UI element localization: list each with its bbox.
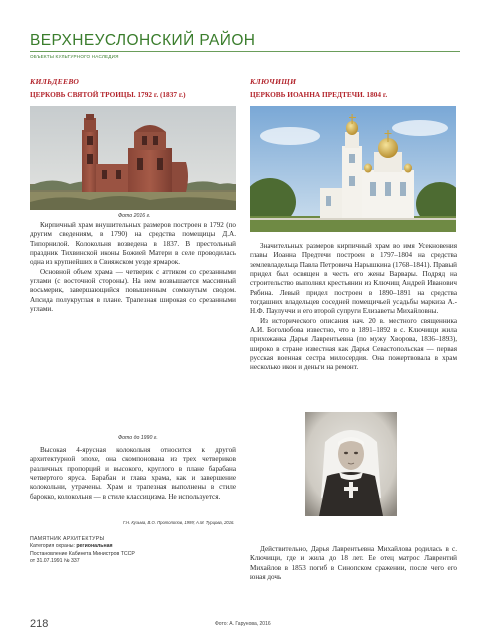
district-title: ВЕРХНЕУСЛОНСКИЙ РАЙОН <box>30 32 256 49</box>
resolution-date: от 31.07.1991 № 337 <box>30 558 80 565</box>
john-church-photo-image <box>250 106 456 232</box>
bell-tower-description <box>30 446 236 502</box>
monument-status-block <box>30 536 135 566</box>
trinity-church-photo-2016 <box>30 106 236 210</box>
church-title-john: ЦЕРКОВЬ ИОАННА ПРЕДТЕЧИ. 1804 г. <box>250 90 388 99</box>
paragraph: Значительных размеров кирпичный храм во имя Усекновения главы Иоанна Предтечи построен в 1797–1804 на средства землевладельца Павла Петровича Нарышкина (1768–1841). Правый придел был освящен в честь его жены Варвары. Подряд на строительство выполнял крестьянин из Ключищ Андрей Иванович Рябина. Левый придел построен в 1890–1891 на средства тогдашних владельцев соседней помещичьей усадьбы маркиза А.-Н.Ф. Паулуччи и его второй супруги Елизаветы Михайловны. <box>250 242 457 316</box>
village-name-klyuchishchi: КЛЮЧИЩИ <box>250 77 297 86</box>
trinity-church-photo-image <box>30 106 236 210</box>
paragraph: Из исторического описания нач. 20 в. местного священника А.И. Боголюбова известно, что в 1891–1892 в с. Ключищи жила прихожанка Дарья Лаврентьевна (по мужу Хворова, 1836–1893), широко в стране известная как Дарья Севастопольская — первая русская военная сестра милосердия. Она пожертвовала в храм несколько икон и деньги на ремонт. <box>250 316 457 372</box>
nurse-portrait-image <box>305 412 397 516</box>
trinity-church-old-photo-image <box>30 352 236 432</box>
village-name-kildeevo: КИЛЬДЕЕВО <box>30 77 80 86</box>
photo-caption-2016: Фото 2016 г. <box>118 213 151 219</box>
trinity-church-photo-pre1990 <box>30 352 236 432</box>
john-church-photo <box>250 106 456 232</box>
paragraph: Основной объем храма — четверик с аттиком со срезанными углами (с восточной стороны). На нем возвышается массивный восьмерик, завершающийся повышенным сомкнутым сводом. Апсида полукруглая в плане. Трапезная широкая со срезанными углами. <box>30 267 236 314</box>
protection-category-label: Категория охраны: <box>30 543 75 550</box>
paragraph: Высокая 4-ярусная колокольня относится к другой архитектурной эпохе, она скомпонована из трех четвериков различных пропорций и высокого, круглого в плане барабана четвертого яруса. Барабан и глава храма, как и завершение колокольни, утрачены. Храм и трапезная выполнены в стиле барокко, колокольня — в стиле классицизма. Не используется. <box>30 446 236 501</box>
trinity-church-description <box>30 221 236 314</box>
district-subtitle: ОБЪЕКТЫ КУЛЬТУРНОГО НАСЛЕДИЯ <box>30 54 119 59</box>
paragraph: Действительно, Дарья Лаврентьевна Михайлова родилась в с. Ключищи, где и жила до 18 лет. Ее отец матрос Лаврентий Михайлов в 1853 погиб в Синопском сражении, после чего его юная дочь <box>250 545 457 582</box>
source-attribution: Г.Н. Кузьма, В.О. Протопопов, 1999; А.М. Турцова, 2016. <box>123 520 235 525</box>
paragraph: Кирпичный храм внушительных размеров построен в 1792 (по другим сведениям, в 1790) на средства помещицы Д.А. Типорнилой. Колокольня возведена в 1837. В престольный праздник Тихвинской иконы Божией Матери в селе проводилась одна из крупнейших в Свияжском уезде ярмарок. <box>30 221 236 267</box>
photo-caption-pre1990: Фото до 1990 г. <box>118 435 158 441</box>
page-header <box>30 32 460 59</box>
page-number: 218 <box>30 618 49 630</box>
resolution-line: Постановление Кабинета Министров ТССР <box>30 550 135 557</box>
photo-credit: Фото: А. Гарунова, 2016 <box>215 621 271 627</box>
protection-category-value: региональная <box>76 543 113 550</box>
monument-heading: ПАМЯТНИК АРХИТЕКТУРЫ <box>30 536 105 542</box>
protection-category <box>30 543 135 550</box>
john-church-description <box>250 242 457 373</box>
church-title-trinity: ЦЕРКОВЬ СВЯТОЙ ТРОИЦЫ. 1792 г. (1837 г.) <box>30 90 186 99</box>
header-divider <box>30 51 460 52</box>
darya-biography <box>250 545 457 582</box>
darya-sevastopolskaya-portrait <box>305 412 397 516</box>
